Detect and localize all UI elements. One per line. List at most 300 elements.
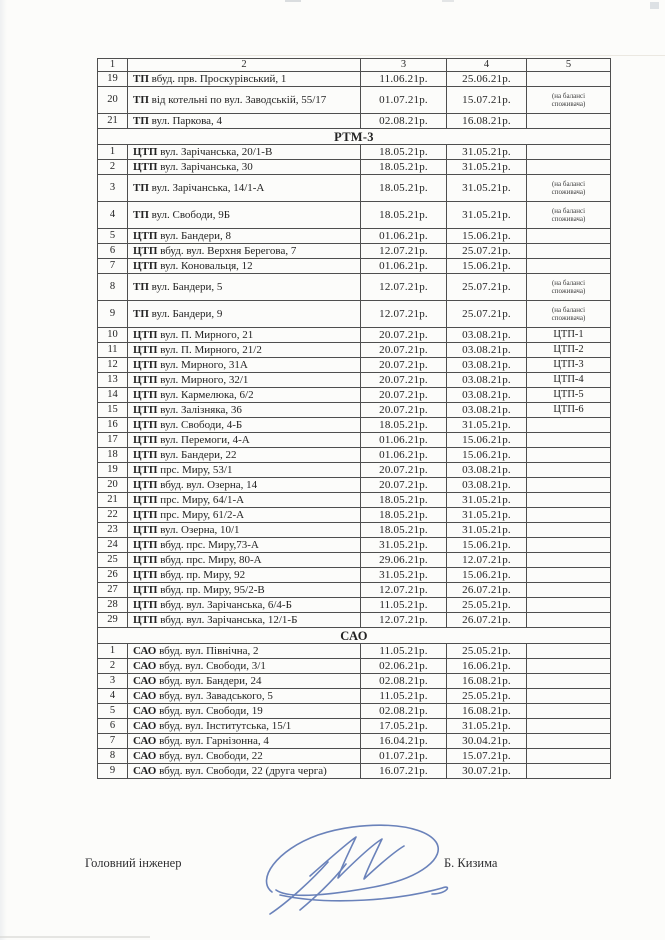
address-cell: ТП від котельні по вул. Заводській, 55/17 bbox=[128, 87, 361, 114]
signature-icon bbox=[250, 818, 455, 918]
row-number-cell: 23 bbox=[98, 523, 128, 538]
end-date-cell: 03.08.21р. bbox=[447, 373, 527, 388]
facility-type-label: ЦТП bbox=[133, 161, 158, 173]
table-row bbox=[98, 568, 611, 583]
address-cell: ЦТП вул. Озерна, 10/1 bbox=[128, 523, 361, 538]
start-date-cell: 20.07.21р. bbox=[361, 403, 447, 418]
note-cell: ЦТП-2 bbox=[527, 343, 611, 358]
address-cell: САО вбуд. вул. Бандери, 24 bbox=[128, 674, 361, 689]
signer-name: Б. Кизима bbox=[444, 856, 498, 870]
facility-type-label: ЦТП bbox=[133, 584, 158, 596]
facility-type-label: ЦТП bbox=[133, 260, 158, 272]
end-date-cell: 31.05.21р. bbox=[447, 493, 527, 508]
address-cell: ЦТП прс. Миру, 53/1 bbox=[128, 463, 361, 478]
row-number-cell: 19 bbox=[98, 72, 128, 87]
row-number-cell: 10 bbox=[98, 328, 128, 343]
start-date-cell: 20.07.21р. bbox=[361, 343, 447, 358]
table-row bbox=[98, 433, 611, 448]
table-row bbox=[98, 689, 611, 704]
scan-mark-artifact bbox=[650, 2, 659, 9]
table-row bbox=[98, 328, 611, 343]
address-cell: ЦТП вбуд. пр. Миру, 95/2-В bbox=[128, 583, 361, 598]
address-cell: ЦТП вбуд. вул. Зарічанська, 6/4-Б bbox=[128, 598, 361, 613]
note-cell: (на балансі споживача) bbox=[527, 202, 611, 229]
note-cell bbox=[527, 145, 611, 160]
section-header-row bbox=[98, 628, 611, 644]
note-cell bbox=[527, 433, 611, 448]
row-number-cell: 7 bbox=[98, 259, 128, 274]
table-row bbox=[98, 418, 611, 433]
facility-type-label: ТП bbox=[133, 209, 149, 221]
facility-type-label: САО bbox=[133, 645, 157, 657]
end-date-cell: 30.07.21р. bbox=[447, 764, 527, 779]
end-date-cell: 03.08.21р. bbox=[447, 403, 527, 418]
start-date-cell: 20.07.21р. bbox=[361, 373, 447, 388]
note-cell: ЦТП-6 bbox=[527, 403, 611, 418]
address-cell: ТП вул. Паркова, 4 bbox=[128, 114, 361, 129]
end-date-cell: 15.06.21р. bbox=[447, 568, 527, 583]
note-cell bbox=[527, 523, 611, 538]
table-row bbox=[98, 704, 611, 719]
end-date-cell: 15.06.21р. bbox=[447, 229, 527, 244]
facility-type-label: ЦТП bbox=[133, 539, 158, 551]
address-cell: ЦТП вул. Коновальця, 12 bbox=[128, 259, 361, 274]
note-cell bbox=[527, 114, 611, 129]
row-number-cell: 15 bbox=[98, 403, 128, 418]
note-cell bbox=[527, 734, 611, 749]
address-cell: ТП вбуд. прв. Проскурівський, 1 bbox=[128, 72, 361, 87]
facility-type-label: ЦТП bbox=[133, 374, 158, 386]
note-cell bbox=[527, 583, 611, 598]
facility-type-label: ЦТП bbox=[133, 245, 158, 257]
column-header: 3 bbox=[361, 59, 447, 72]
column-header: 5 bbox=[527, 59, 611, 72]
row-number-cell: 2 bbox=[98, 659, 128, 674]
facility-type-label: ЦТП bbox=[133, 404, 158, 416]
start-date-cell: 01.07.21р. bbox=[361, 87, 447, 114]
table-row bbox=[98, 659, 611, 674]
table-row bbox=[98, 674, 611, 689]
table-row bbox=[98, 764, 611, 779]
start-date-cell: 11.06.21р. bbox=[361, 72, 447, 87]
facility-type-label: ЦТП bbox=[133, 359, 158, 371]
row-number-cell: 27 bbox=[98, 583, 128, 598]
facility-type-label: САО bbox=[133, 735, 157, 747]
start-date-cell: 11.05.21р. bbox=[361, 644, 447, 659]
end-date-cell: 31.05.21р. bbox=[447, 202, 527, 229]
end-date-cell: 03.08.21р. bbox=[447, 343, 527, 358]
start-date-cell: 20.07.21р. bbox=[361, 478, 447, 493]
note-cell bbox=[527, 598, 611, 613]
start-date-cell: 02.08.21р. bbox=[361, 704, 447, 719]
end-date-cell: 16.08.21р. bbox=[447, 674, 527, 689]
table-row bbox=[98, 403, 611, 418]
end-date-cell: 25.05.21р. bbox=[447, 689, 527, 704]
address-cell: ЦТП прс. Миру, 61/2-А bbox=[128, 508, 361, 523]
column-header: 1 bbox=[98, 59, 128, 72]
facility-type-label: ЦТП bbox=[133, 434, 158, 446]
start-date-cell: 17.05.21р. bbox=[361, 719, 447, 734]
facility-type-label: ЦТП bbox=[133, 524, 158, 536]
table-row bbox=[98, 114, 611, 129]
end-date-cell: 15.06.21р. bbox=[447, 433, 527, 448]
end-date-cell: 31.05.21р. bbox=[447, 508, 527, 523]
facility-type-label: САО bbox=[133, 690, 157, 702]
table-row bbox=[98, 478, 611, 493]
note-cell bbox=[527, 244, 611, 259]
table-row bbox=[98, 202, 611, 229]
note-cell bbox=[527, 493, 611, 508]
end-date-cell: 31.05.21р. bbox=[447, 523, 527, 538]
note-cell bbox=[527, 674, 611, 689]
start-date-cell: 12.07.21р. bbox=[361, 583, 447, 598]
note-cell bbox=[527, 259, 611, 274]
facility-type-label: ТП bbox=[133, 73, 149, 85]
facility-type-label: ЦТП bbox=[133, 614, 158, 626]
address-cell: ЦТП вул. Бандери, 8 bbox=[128, 229, 361, 244]
note-cell bbox=[527, 538, 611, 553]
table-row bbox=[98, 244, 611, 259]
table-row bbox=[98, 644, 611, 659]
row-number-cell: 1 bbox=[98, 145, 128, 160]
start-date-cell: 29.06.21р. bbox=[361, 553, 447, 568]
scan-streak-artifact bbox=[210, 55, 665, 56]
end-date-cell: 25.07.21р. bbox=[447, 274, 527, 301]
end-date-cell: 26.07.21р. bbox=[447, 583, 527, 598]
table-row bbox=[98, 274, 611, 301]
start-date-cell: 11.05.21р. bbox=[361, 689, 447, 704]
end-date-cell: 03.08.21р. bbox=[447, 388, 527, 403]
table-row bbox=[98, 448, 611, 463]
scan-edge-artifact bbox=[0, 0, 7, 940]
row-number-cell: 1 bbox=[98, 644, 128, 659]
facility-type-label: САО bbox=[133, 675, 157, 687]
table-row bbox=[98, 749, 611, 764]
address-cell: САО вбуд. вул. Завадського, 5 bbox=[128, 689, 361, 704]
address-cell: ЦТП вбуд. прс. Миру, 80-А bbox=[128, 553, 361, 568]
start-date-cell: 20.07.21р. bbox=[361, 463, 447, 478]
address-cell: ТП вул. Свободи, 9Б bbox=[128, 202, 361, 229]
start-date-cell: 18.05.21р. bbox=[361, 523, 447, 538]
start-date-cell: 12.07.21р. bbox=[361, 244, 447, 259]
end-date-cell: 16.08.21р. bbox=[447, 704, 527, 719]
facility-type-label: ЦТП bbox=[133, 464, 158, 476]
end-date-cell: 25.06.21р. bbox=[447, 72, 527, 87]
start-date-cell: 12.07.21р. bbox=[361, 274, 447, 301]
address-cell: ЦТП вул. П. Мирного, 21 bbox=[128, 328, 361, 343]
row-number-cell: 3 bbox=[98, 175, 128, 202]
table-row bbox=[98, 259, 611, 274]
table-row bbox=[98, 734, 611, 749]
table-row bbox=[98, 388, 611, 403]
address-cell: ТП вул. Бандери, 9 bbox=[128, 301, 361, 328]
facility-type-label: ЦТП bbox=[133, 494, 158, 506]
facility-type-label: ЦТП bbox=[133, 599, 158, 611]
address-cell: ЦТП вул. Мирного, 32/1 bbox=[128, 373, 361, 388]
end-date-cell: 25.05.21р. bbox=[447, 598, 527, 613]
start-date-cell: 18.05.21р. bbox=[361, 160, 447, 175]
facility-type-label: ЦТП bbox=[133, 329, 158, 341]
start-date-cell: 18.05.21р. bbox=[361, 508, 447, 523]
start-date-cell: 01.06.21р. bbox=[361, 433, 447, 448]
address-cell: ЦТП вул. Зарічанська, 30 bbox=[128, 160, 361, 175]
address-cell: ТП вул. Бандери, 5 bbox=[128, 274, 361, 301]
row-number-cell: 21 bbox=[98, 493, 128, 508]
end-date-cell: 25.07.21р. bbox=[447, 301, 527, 328]
table-row bbox=[98, 373, 611, 388]
end-date-cell: 26.07.21р. bbox=[447, 613, 527, 628]
note-cell: ЦТП-4 bbox=[527, 373, 611, 388]
facility-type-label: ЦТП bbox=[133, 146, 158, 158]
start-date-cell: 02.08.21р. bbox=[361, 114, 447, 129]
note-cell: (на балансі споживача) bbox=[527, 87, 611, 114]
table-header bbox=[98, 59, 611, 72]
facility-type-label: ТП bbox=[133, 182, 149, 194]
row-number-cell: 25 bbox=[98, 553, 128, 568]
note-cell bbox=[527, 749, 611, 764]
note-cell bbox=[527, 659, 611, 674]
end-date-cell: 03.08.21р. bbox=[447, 358, 527, 373]
facility-type-label: ЦТП bbox=[133, 509, 158, 521]
address-cell: ЦТП вбуд. вул. Верхня Берегова, 7 bbox=[128, 244, 361, 259]
end-date-cell: 15.07.21р. bbox=[447, 749, 527, 764]
row-number-cell: 4 bbox=[98, 689, 128, 704]
note-cell bbox=[527, 613, 611, 628]
start-date-cell: 11.05.21р. bbox=[361, 598, 447, 613]
start-date-cell: 18.05.21р. bbox=[361, 175, 447, 202]
table-row bbox=[98, 175, 611, 202]
start-date-cell: 01.06.21р. bbox=[361, 259, 447, 274]
facility-type-label: САО bbox=[133, 765, 157, 777]
end-date-cell: 25.07.21р. bbox=[447, 244, 527, 259]
start-date-cell: 01.06.21р. bbox=[361, 448, 447, 463]
start-date-cell: 18.05.21р. bbox=[361, 202, 447, 229]
table-row bbox=[98, 553, 611, 568]
row-number-cell: 21 bbox=[98, 114, 128, 129]
row-number-cell: 5 bbox=[98, 704, 128, 719]
row-number-cell: 6 bbox=[98, 244, 128, 259]
row-number-cell: 14 bbox=[98, 388, 128, 403]
start-date-cell: 12.07.21р. bbox=[361, 613, 447, 628]
facility-type-label: ТП bbox=[133, 115, 149, 127]
start-date-cell: 12.07.21р. bbox=[361, 301, 447, 328]
end-date-cell: 25.05.21р. bbox=[447, 644, 527, 659]
section-header-row bbox=[98, 129, 611, 145]
note-cell bbox=[527, 72, 611, 87]
note-cell bbox=[527, 719, 611, 734]
start-date-cell: 02.06.21р. bbox=[361, 659, 447, 674]
end-date-cell: 31.05.21р. bbox=[447, 418, 527, 433]
scan-mark-artifact bbox=[0, 936, 150, 938]
table-row bbox=[98, 145, 611, 160]
end-date-cell: 03.08.21р. bbox=[447, 463, 527, 478]
end-date-cell: 15.06.21р. bbox=[447, 538, 527, 553]
row-number-cell: 5 bbox=[98, 229, 128, 244]
start-date-cell: 18.05.21р. bbox=[361, 418, 447, 433]
note-cell bbox=[527, 689, 611, 704]
table-row bbox=[98, 160, 611, 175]
row-number-cell: 16 bbox=[98, 418, 128, 433]
note-cell bbox=[527, 568, 611, 583]
start-date-cell: 16.07.21р. bbox=[361, 764, 447, 779]
note-cell bbox=[527, 160, 611, 175]
row-number-cell: 9 bbox=[98, 764, 128, 779]
start-date-cell: 01.07.21р. bbox=[361, 749, 447, 764]
facility-type-label: ТП bbox=[133, 281, 149, 293]
facility-type-label: САО bbox=[133, 660, 157, 672]
facility-type-label: ТП bbox=[133, 308, 149, 320]
note-cell: ЦТП-3 bbox=[527, 358, 611, 373]
table-row bbox=[98, 583, 611, 598]
end-date-cell: 15.07.21р. bbox=[447, 87, 527, 114]
note-cell bbox=[527, 508, 611, 523]
row-number-cell: 7 bbox=[98, 734, 128, 749]
start-date-cell: 16.04.21р. bbox=[361, 734, 447, 749]
row-number-cell: 3 bbox=[98, 674, 128, 689]
row-number-cell: 8 bbox=[98, 749, 128, 764]
end-date-cell: 03.08.21р. bbox=[447, 478, 527, 493]
address-cell: ЦТП вбуд. вул. Озерна, 14 bbox=[128, 478, 361, 493]
start-date-cell: 02.08.21р. bbox=[361, 674, 447, 689]
section-title: САО bbox=[98, 628, 611, 644]
address-cell: САО вбуд. вул. Гарнізонна, 4 bbox=[128, 734, 361, 749]
start-date-cell: 01.06.21р. bbox=[361, 229, 447, 244]
note-cell bbox=[527, 448, 611, 463]
facility-type-label: САО bbox=[133, 750, 157, 762]
row-number-cell: 4 bbox=[98, 202, 128, 229]
table-row bbox=[98, 508, 611, 523]
row-number-cell: 18 bbox=[98, 448, 128, 463]
table-row bbox=[98, 72, 611, 87]
start-date-cell: 20.07.21р. bbox=[361, 328, 447, 343]
note-cell: ЦТП-1 bbox=[527, 328, 611, 343]
table-row bbox=[98, 87, 611, 114]
note-cell: (на балансі споживача) bbox=[527, 274, 611, 301]
table-row bbox=[98, 493, 611, 508]
note-cell bbox=[527, 553, 611, 568]
note-cell bbox=[527, 463, 611, 478]
facility-type-label: ТП bbox=[133, 94, 149, 106]
address-cell: ЦТП вул. Свободи, 4-Б bbox=[128, 418, 361, 433]
address-cell: ЦТП вул. П. Мирного, 21/2 bbox=[128, 343, 361, 358]
schedule-table bbox=[97, 58, 611, 779]
section-title: РТМ-3 bbox=[98, 129, 611, 145]
address-cell: ЦТП вул. Перемоги, 4-А bbox=[128, 433, 361, 448]
address-cell: ЦТП вул. Бандери, 22 bbox=[128, 448, 361, 463]
end-date-cell: 15.06.21р. bbox=[447, 259, 527, 274]
row-number-cell: 20 bbox=[98, 87, 128, 114]
column-header: 4 bbox=[447, 59, 527, 72]
note-cell bbox=[527, 764, 611, 779]
facility-type-label: ЦТП bbox=[133, 479, 158, 491]
address-cell: ЦТП вул. Кармелюка, 6/2 bbox=[128, 388, 361, 403]
row-number-cell: 12 bbox=[98, 358, 128, 373]
address-cell: ЦТП вбуд. прс. Миру,73-А bbox=[128, 538, 361, 553]
end-date-cell: 31.05.21р. bbox=[447, 175, 527, 202]
table-row bbox=[98, 523, 611, 538]
row-number-cell: 13 bbox=[98, 373, 128, 388]
row-number-cell: 6 bbox=[98, 719, 128, 734]
address-cell: ТП вул. Зарічанська, 14/1-А bbox=[128, 175, 361, 202]
row-number-cell: 19 bbox=[98, 463, 128, 478]
row-number-cell: 26 bbox=[98, 568, 128, 583]
row-number-cell: 22 bbox=[98, 508, 128, 523]
end-date-cell: 31.05.21р. bbox=[447, 145, 527, 160]
facility-type-label: ЦТП bbox=[133, 449, 158, 461]
start-date-cell: 20.07.21р. bbox=[361, 388, 447, 403]
facility-type-label: ЦТП bbox=[133, 569, 158, 581]
note-cell bbox=[527, 478, 611, 493]
address-cell: САО вбуд. вул. Свободи, 3/1 bbox=[128, 659, 361, 674]
table-row bbox=[98, 613, 611, 628]
table-row bbox=[98, 598, 611, 613]
end-date-cell: 31.05.21р. bbox=[447, 160, 527, 175]
scan-mark-artifact bbox=[285, 0, 301, 2]
row-number-cell: 24 bbox=[98, 538, 128, 553]
address-cell: САО вбуд. вул. Свободи, 22 bbox=[128, 749, 361, 764]
end-date-cell: 16.06.21р. bbox=[447, 659, 527, 674]
end-date-cell: 31.05.21р. bbox=[447, 719, 527, 734]
note-cell bbox=[527, 644, 611, 659]
start-date-cell: 31.05.21р. bbox=[361, 568, 447, 583]
row-number-cell: 17 bbox=[98, 433, 128, 448]
row-number-cell: 20 bbox=[98, 478, 128, 493]
row-number-cell: 8 bbox=[98, 274, 128, 301]
note-cell bbox=[527, 704, 611, 719]
address-cell: САО вбуд. вул. Північна, 2 bbox=[128, 644, 361, 659]
facility-type-label: ЦТП bbox=[133, 344, 158, 356]
end-date-cell: 12.07.21р. bbox=[447, 553, 527, 568]
table-row bbox=[98, 358, 611, 373]
address-cell: САО вбуд. вул. Свободи, 22 (друга черга) bbox=[128, 764, 361, 779]
row-number-cell: 11 bbox=[98, 343, 128, 358]
start-date-cell: 18.05.21р. bbox=[361, 145, 447, 160]
address-cell: ЦТП прс. Миру, 64/1-А bbox=[128, 493, 361, 508]
address-cell: ЦТП вул. Залізняка, 36 bbox=[128, 403, 361, 418]
header-row bbox=[98, 59, 611, 72]
table-row bbox=[98, 463, 611, 478]
table-row bbox=[98, 229, 611, 244]
note-cell: ЦТП-5 bbox=[527, 388, 611, 403]
end-date-cell: 15.06.21р. bbox=[447, 448, 527, 463]
note-cell bbox=[527, 418, 611, 433]
address-cell: ЦТП вул. Зарічанська, 20/1-В bbox=[128, 145, 361, 160]
table-body bbox=[98, 72, 611, 779]
row-number-cell: 2 bbox=[98, 160, 128, 175]
facility-type-label: ЦТП bbox=[133, 554, 158, 566]
note-cell: (на балансі споживача) bbox=[527, 301, 611, 328]
row-number-cell: 9 bbox=[98, 301, 128, 328]
facility-type-label: ЦТП bbox=[133, 230, 158, 242]
note-cell: (на балансі споживача) bbox=[527, 175, 611, 202]
signer-title: Головний інженер bbox=[85, 856, 182, 870]
row-number-cell: 28 bbox=[98, 598, 128, 613]
facility-type-label: ЦТП bbox=[133, 389, 158, 401]
scan-mark-artifact bbox=[442, 0, 454, 2]
end-date-cell: 03.08.21р. bbox=[447, 328, 527, 343]
start-date-cell: 18.05.21р. bbox=[361, 493, 447, 508]
table-row bbox=[98, 719, 611, 734]
note-cell bbox=[527, 229, 611, 244]
start-date-cell: 31.05.21р. bbox=[361, 538, 447, 553]
end-date-cell: 30.04.21р. bbox=[447, 734, 527, 749]
table-row bbox=[98, 538, 611, 553]
table-row bbox=[98, 343, 611, 358]
table-row bbox=[98, 301, 611, 328]
start-date-cell: 20.07.21р. bbox=[361, 358, 447, 373]
facility-type-label: САО bbox=[133, 705, 157, 717]
row-number-cell: 29 bbox=[98, 613, 128, 628]
